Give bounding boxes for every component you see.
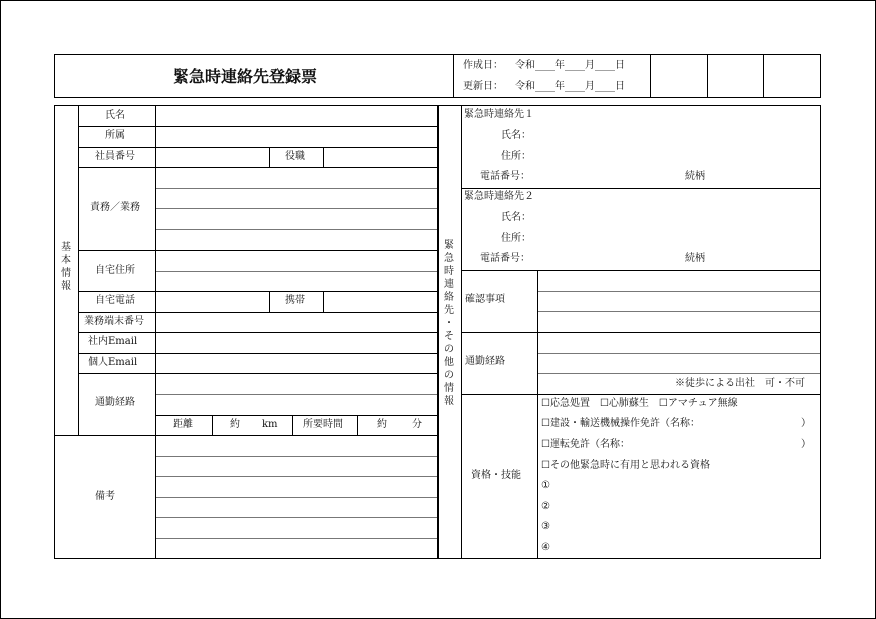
stamp-box-2[interactable]	[709, 56, 762, 96]
vertical-char: 報	[444, 396, 454, 407]
stamp-box-1[interactable]	[652, 56, 706, 96]
updated-date[interactable]: 令和____年____月____日	[515, 81, 625, 92]
distance-approx: 約	[230, 419, 240, 430]
travel-time-label: 所要時間	[303, 419, 343, 430]
vertical-char: 本	[61, 255, 71, 266]
vertical-char: 絡	[444, 292, 454, 303]
contact2-name: 氏名：	[501, 212, 531, 223]
vertical-char: 基	[61, 242, 71, 253]
work-email-label: 社内Email	[88, 336, 138, 347]
vertical-char: 情	[61, 268, 71, 279]
qual-line-2[interactable]: ☐建設・輸送機械操作免許（名称：	[541, 418, 700, 429]
vertical-char: の	[444, 344, 454, 355]
contact1-relation: 続柄	[685, 171, 705, 182]
home-phone-label: 自宅電話	[95, 295, 135, 306]
contact1-address: 住所：	[501, 151, 531, 162]
form-title: 緊急時連絡先登録票	[173, 67, 318, 86]
distance-label: 距離	[173, 419, 193, 430]
home-address-label: 自宅住所	[95, 265, 135, 276]
emergency-section-label	[443, 239, 455, 408]
duties-label: 責務／業務	[90, 202, 140, 213]
vertical-char: 急	[444, 253, 454, 264]
position-label: 役職	[285, 151, 305, 162]
stamp-box-3[interactable]	[765, 56, 819, 96]
created-date[interactable]: 令和____年____月____日	[515, 60, 625, 71]
created-label: 作成日：	[463, 60, 503, 71]
qual-line-3-close: ）	[801, 439, 811, 450]
contact1-name: 氏名：	[501, 130, 531, 141]
vertical-char: 先	[444, 305, 454, 316]
vertical-char: ・	[444, 318, 454, 329]
qual-line-3[interactable]: ☐運転免許（名称：	[541, 439, 630, 450]
vertical-char: の	[444, 370, 454, 381]
qual-item-4: ④	[541, 542, 550, 553]
vertical-char: 時	[444, 266, 454, 277]
qual-item-1: ①	[541, 480, 550, 491]
affiliation-label: 所属	[105, 130, 125, 141]
vertical-char: 情	[444, 383, 454, 394]
qual-line-2-close: ）	[801, 418, 811, 429]
contact2-address: 住所：	[501, 233, 531, 244]
employee-no-label: 社員番号	[95, 151, 135, 162]
contact1-heading: 緊急時連絡先１	[464, 109, 534, 120]
vertical-char: 他	[444, 357, 454, 368]
vertical-char: 報	[61, 281, 71, 292]
updated-label: 更新日：	[463, 81, 503, 92]
contact2-relation: 続柄	[685, 253, 705, 264]
qual-line-1[interactable]: ☐応急処置 ☐心肺蘇生 ☐アマチュア無線	[541, 398, 738, 409]
vertical-char: そ	[444, 331, 454, 342]
basic-section-label	[60, 241, 72, 293]
contact2-heading: 緊急時連絡先２	[464, 191, 534, 202]
distance-unit: km	[262, 419, 278, 430]
commute-route-label: 通勤経路	[95, 397, 135, 408]
vertical-char: 連	[444, 279, 454, 290]
qual-item-3: ③	[541, 521, 550, 532]
name-label: 氏名	[105, 110, 125, 121]
qualifications-label: 資格・技能	[471, 470, 521, 481]
vertical-char: 緊	[444, 240, 454, 251]
qual-line-4[interactable]: ☐その他緊急時に有用と思われる資格	[541, 460, 710, 471]
mobile-label: 携帯	[285, 295, 305, 306]
commute-label: 通勤経路	[465, 356, 505, 367]
qual-item-2: ②	[541, 501, 550, 512]
time-approx: 約	[377, 419, 387, 430]
contact1-phone: 電話番号：	[480, 171, 530, 182]
terminal-no-label: 業務端末番号	[84, 316, 144, 327]
walk-note[interactable]: ※徒歩による出社 可・不可	[675, 378, 805, 389]
contact2-phone: 電話番号：	[480, 253, 530, 264]
personal-email-label: 個人Email	[88, 357, 138, 368]
time-unit: 分	[412, 419, 422, 430]
confirm-label: 確認事項	[465, 294, 505, 305]
remarks-label: 備考	[95, 491, 115, 502]
